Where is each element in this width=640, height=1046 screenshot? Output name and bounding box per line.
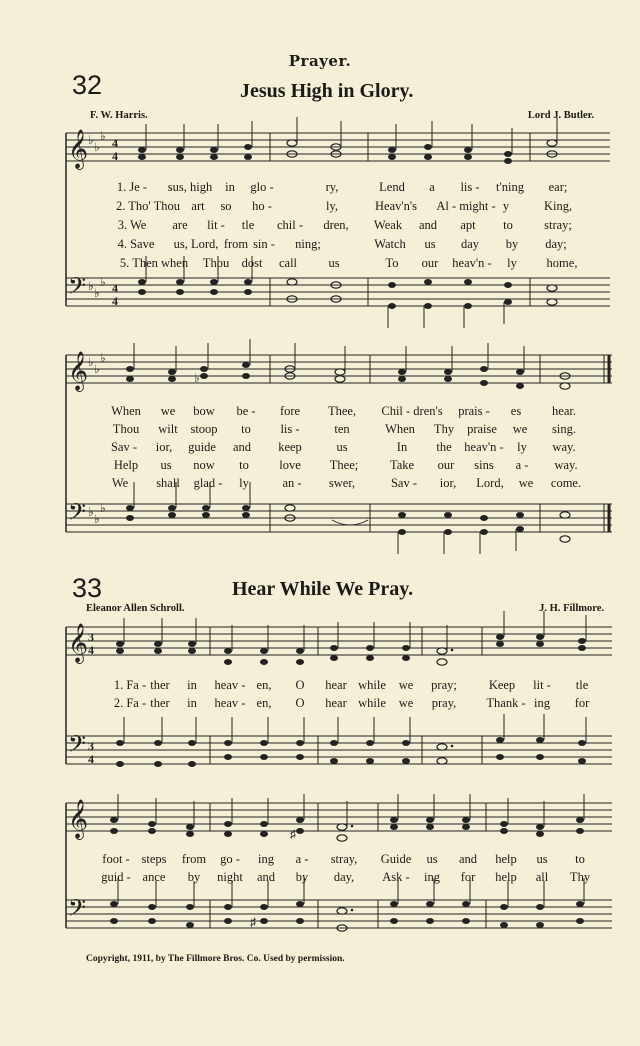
- hymn-33-verse-1-line-2: foot - steps from go - ing a - stray, Guide us and help us to: [102, 852, 585, 866]
- svg-text:4: 4: [112, 136, 118, 150]
- hymn-32-verse-4-line-2: Help us now to love Thee; Take our sins a - way.: [113, 458, 578, 472]
- hymn-33-music-credit: J. H. Fillmore.: [539, 603, 604, 614]
- hymn-32-verse-5-line-1: 5. Then when Thou dost call us To our heav'n - ly home,: [119, 256, 578, 270]
- svg-text:𝄞: 𝄞: [68, 799, 89, 839]
- hymn-32-verse-1-line-1: 1. Je - sus, high in glo - ry, Lend a lis - t'ning ear;: [116, 180, 568, 194]
- svg-text:3: 3: [88, 739, 94, 753]
- svg-text:♭: ♭: [88, 133, 94, 147]
- svg-text:♭: ♭: [194, 371, 200, 385]
- svg-text:4: 4: [112, 294, 118, 308]
- svg-text:♭: ♭: [88, 355, 94, 369]
- svg-text:♭: ♭: [88, 279, 94, 293]
- hymn-32-verse-5-line-2: We shall glad - ly an - swer, Sav - ior, Lord, we come.: [111, 476, 582, 490]
- svg-text:𝄢: 𝄢: [68, 894, 87, 927]
- svg-text:♭: ♭: [100, 129, 106, 143]
- svg-text:3: 3: [88, 630, 94, 644]
- svg-text:♭: ♭: [94, 512, 100, 526]
- svg-text:4: 4: [112, 149, 118, 163]
- svg-text:♭: ♭: [94, 140, 100, 154]
- hymn-33-verse-2-line-1: 2. Fa - ther in heav - en, O hear while we pray, Thank - ing for: [113, 696, 590, 710]
- svg-text:𝄞: 𝄞: [68, 623, 89, 663]
- hymn-32-words-credit: F. W. Harris.: [90, 110, 148, 121]
- svg-text:𝄢: 𝄢: [68, 498, 87, 531]
- svg-text:♭: ♭: [100, 501, 106, 515]
- svg-text:4: 4: [112, 281, 118, 295]
- hymn-32-verse-4-line-1: 4. Save us, Lord, from sin - ning; Watch us day by day;: [117, 237, 567, 251]
- hymn-32-music-credit: Lord J. Butler.: [527, 110, 594, 121]
- svg-text:♭: ♭: [100, 351, 106, 365]
- hymn-33-title: Hear While We Pray.: [232, 578, 414, 600]
- svg-text:♭: ♭: [94, 362, 100, 376]
- svg-text:4: 4: [88, 752, 94, 766]
- hymn-33-words-credit: Eleanor Allen Schroll.: [86, 603, 185, 614]
- hymn-32-verse-3-line-2: Sav - ior, guide and keep us In the heav'n - ly way.: [110, 440, 576, 454]
- svg-text:𝄞: 𝄞: [68, 351, 89, 391]
- svg-text:♯: ♯: [290, 827, 296, 841]
- hymn-32-verse-3-line-1: 3. We are lit - tle chil - dren, Weak and apt to stray;: [117, 218, 572, 232]
- hymn-33-number: 33: [72, 573, 103, 603]
- svg-text:4: 4: [88, 643, 94, 657]
- section-heading: Prayer.: [288, 52, 352, 70]
- hymn-32-number: 32: [72, 70, 103, 100]
- hymn-32-verse-1-line-2: When we bow be - fore Thee, Chil - dren's prais - es hear.: [111, 404, 576, 418]
- svg-text:♭: ♭: [100, 275, 106, 289]
- svg-text:𝄞: 𝄞: [68, 129, 89, 169]
- copyright-notice: Copyright, 1911, by The Fillmore Bros. Co. Used by permission.: [86, 954, 345, 964]
- hymn-32-verse-2-line-2: Thou wilt stoop to lis - ten When Thy praise we sing.: [112, 422, 576, 436]
- svg-text:♯: ♯: [250, 915, 256, 929]
- hymn-32-title: Jesus High in Glory.: [240, 80, 414, 102]
- hymn-33-verse-2-line-2: guid - ance by night and by day, Ask - ing for help all Thy: [101, 870, 591, 884]
- svg-text:𝄢: 𝄢: [68, 730, 87, 763]
- svg-text:♭: ♭: [88, 505, 94, 519]
- hymn-32-verse-2-line-1: 2. Tho' Thou art so ho - ly, Heav'n's Al - might - y King,: [116, 199, 573, 213]
- svg-text:𝄢: 𝄢: [68, 272, 87, 305]
- hymn-33-verse-1-line-1: 1. Fa - ther in heav - en, O hear while we pray; Keep lit - tle: [113, 678, 589, 692]
- svg-text:♭: ♭: [94, 286, 100, 300]
